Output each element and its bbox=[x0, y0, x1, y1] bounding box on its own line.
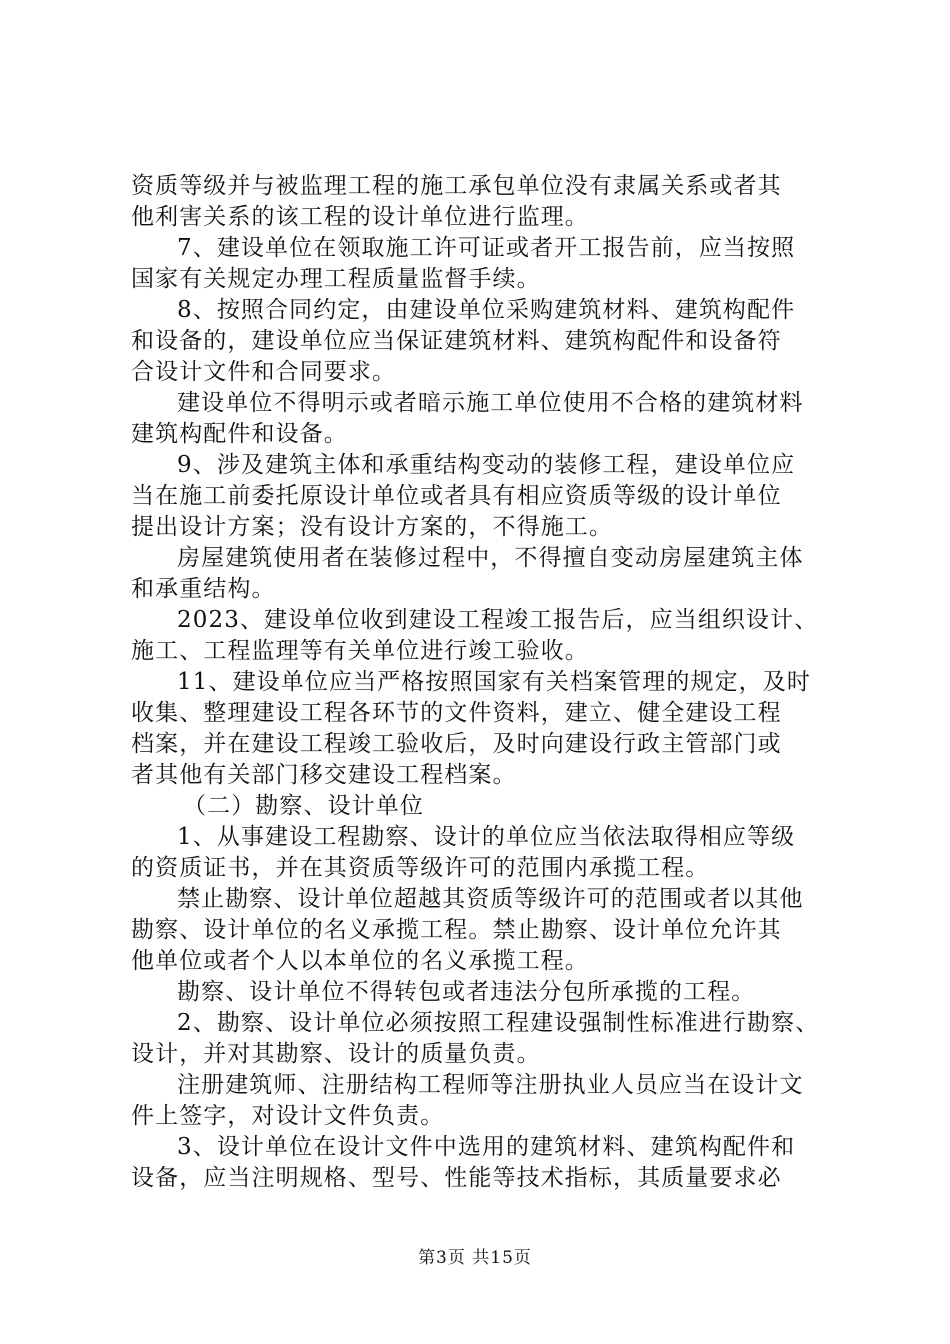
text-line: 和设备的，建设单位应当保证建筑材料、建筑构配件和设备符 bbox=[131, 328, 782, 354]
text-line: 勘察、设计单位的名义承揽工程。禁止勘察、设计单位允许其 bbox=[131, 917, 782, 943]
paragraph-start: 勘察、设计单位不得转包或者违法分包所承揽的工程。 bbox=[177, 979, 756, 1005]
text-line: 设备，应当注明规格、型号、性能等技术指标，其质量要求必 bbox=[131, 1165, 782, 1191]
text-line: 他利害关系的该工程的设计单位进行监理。 bbox=[131, 204, 589, 230]
text-line: 当在施工前委托原设计单位或者具有相应资质等级的设计单位 bbox=[131, 483, 782, 509]
text-line: 建筑构配件和设备。 bbox=[131, 421, 348, 447]
text-line: 他单位或者个人以本单位的名义承揽工程。 bbox=[131, 948, 589, 974]
paragraph-start: 11、建设单位应当严格按照国家有关档案管理的规定，及时 bbox=[177, 669, 811, 695]
paragraph-start: 8、按照合同约定，由建设单位采购建筑材料、建筑构配件 bbox=[177, 297, 796, 323]
text-line: 国家有关规定办理工程质量监督手续。 bbox=[131, 266, 541, 292]
paragraph-start: 2、勘察、设计单位必须按照工程建设强制性标准进行勘察、 bbox=[177, 1010, 820, 1036]
paragraph-start: 注册建筑师、注册结构工程师等注册执业人员应当在设计文 bbox=[177, 1072, 804, 1098]
text-line: 提出设计方案；没有设计方案的，不得施工。 bbox=[131, 514, 613, 540]
text-line: 合设计文件和合同要求。 bbox=[131, 359, 397, 385]
text-line: 件上签字，对设计文件负责。 bbox=[131, 1103, 445, 1129]
text-line: 收集、整理建设工程各环节的文件资料，建立、健全建设工程 bbox=[131, 700, 782, 726]
document-body bbox=[131, 171, 831, 1194]
paragraph-start: 房屋建筑使用者在装修过程中，不得擅自变动房屋建筑主体 bbox=[177, 545, 804, 571]
paragraph-start: 禁止勘察、设计单位超越其资质等级许可的范围或者以其他 bbox=[177, 886, 804, 912]
paragraph-start: 建设单位不得明示或者暗示施工单位使用不合格的建筑材料 bbox=[177, 390, 804, 416]
text-line: 施工、工程监理等有关单位进行竣工验收。 bbox=[131, 638, 589, 664]
section-heading: （二）勘察、设计单位 bbox=[183, 793, 424, 819]
text-line: 资质等级并与被监理工程的施工承包单位没有隶属关系或者其 bbox=[131, 173, 782, 199]
text-line: 设计，并对其勘察、设计的质量负责。 bbox=[131, 1041, 541, 1067]
text-line: 和承重结构。 bbox=[131, 576, 276, 602]
paragraph-start: 3、设计单位在设计文件中选用的建筑材料、建筑构配件和 bbox=[177, 1134, 796, 1160]
paragraph-start: 1、从事建设工程勘察、设计的单位应当依法取得相应等级 bbox=[177, 824, 796, 850]
paragraph-start: 9、涉及建筑主体和承重结构变动的装修工程，建设单位应 bbox=[177, 452, 796, 478]
page-number-footer: 第3页 共15页 bbox=[418, 1248, 532, 1268]
paragraph-start: 7、建设单位在领取施工许可证或者开工报告前，应当按照 bbox=[177, 235, 796, 261]
text-line: 者其他有关部门移交建设工程档案。 bbox=[131, 762, 517, 788]
text-line: 的资质证书，并在其资质等级许可的范围内承揽工程。 bbox=[131, 855, 710, 881]
paragraph-start: 2023、建设单位收到建设工程竣工报告后，应当组织设计、 bbox=[177, 607, 819, 633]
text-line: 档案，并在建设工程竣工验收后，及时向建设行政主管部门或 bbox=[131, 731, 782, 757]
